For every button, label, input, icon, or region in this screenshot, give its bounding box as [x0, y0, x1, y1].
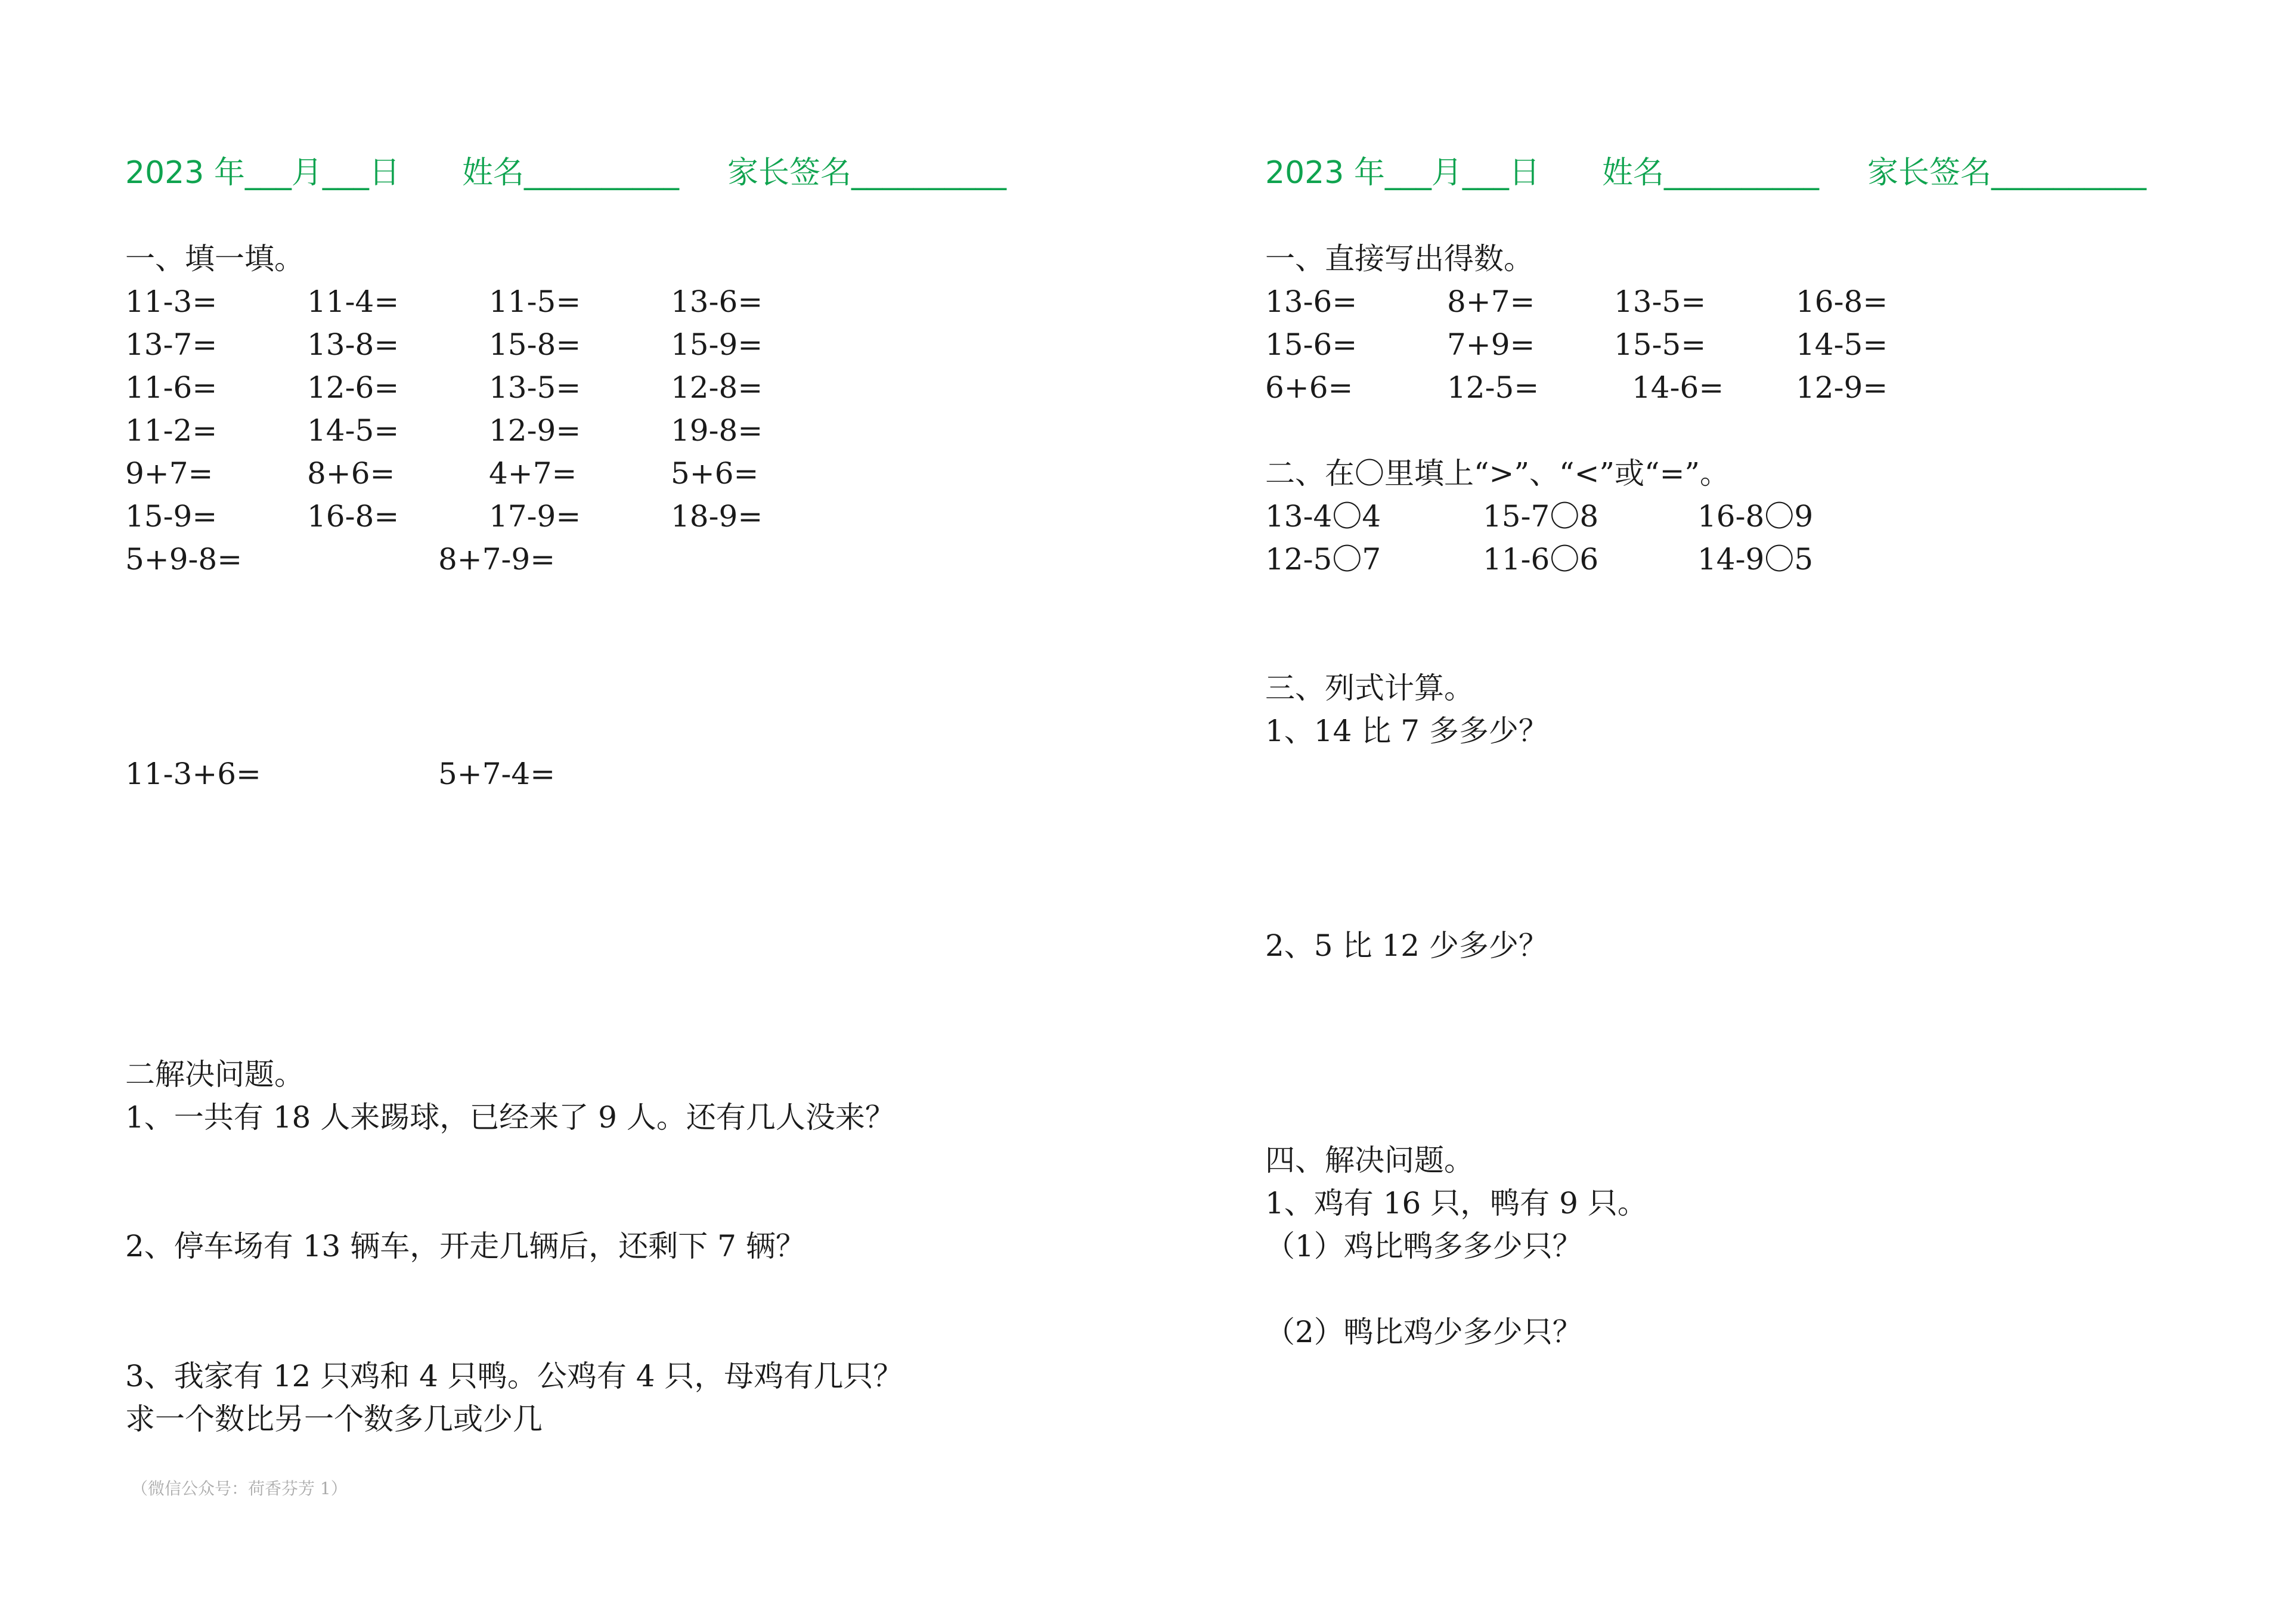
exercise-item: 12-9=	[489, 413, 581, 448]
parent-signature-field[interactable]: 家长签名__________	[727, 155, 1007, 191]
exercise-item: 11-4=	[307, 284, 399, 319]
exercise-item: 9+7=	[125, 456, 213, 491]
exercise-item: 15-6=	[1265, 327, 1358, 362]
date-field[interactable]: 2023 年___月___日	[1265, 155, 1540, 191]
exercise-item: 5+7-4=	[438, 757, 556, 791]
comparison-item: 13-4〇4	[1265, 499, 1381, 534]
exercise-item: 15-8=	[489, 327, 581, 362]
word-problem: 3、我家有 12 只鸡和 4 只鸭。公鸡有 4 只，母鸡有几只？	[125, 1359, 903, 1393]
exercise-item: 4+7=	[489, 456, 577, 491]
comparison-item: 11-6〇6	[1483, 542, 1599, 577]
topic-note: 求一个数比另一个数多几或少几	[125, 1402, 543, 1436]
left-worksheet	[125, 0, 1198, 1623]
exercise-item: 17-9=	[489, 499, 581, 534]
section-title: 三、列式计算。	[1265, 671, 1474, 705]
exercise-item: 14-5=	[307, 413, 399, 448]
exercise-item: 8+7=	[1447, 284, 1535, 319]
exercise-item: 11-6=	[125, 370, 218, 405]
exercise-item: 16-8=	[1796, 284, 1888, 319]
footer-credit: （微信公众号：荷香芬芳 1）	[131, 1479, 348, 1498]
exercise-item: 13-5=	[1614, 284, 1706, 319]
word-problem: 1、14 比 7 多多少？	[1265, 714, 1548, 748]
comparison-item: 14-9〇5	[1697, 542, 1814, 577]
section-title: 一、填一填。	[125, 241, 304, 276]
exercise-item: 14-6=	[1632, 370, 1724, 405]
date-field[interactable]: 2023 年___月___日	[125, 155, 400, 191]
section-title: 四、解决问题。	[1265, 1143, 1474, 1178]
exercise-item: 13-6=	[1265, 284, 1358, 319]
exercise-item: 13-6=	[671, 284, 763, 319]
exercise-item: 15-9=	[125, 499, 218, 534]
exercise-item: 12-5=	[1447, 370, 1539, 405]
exercise-item: 8+6=	[307, 456, 395, 491]
right-worksheet	[1265, 0, 2296, 1623]
exercise-item: 12-6=	[307, 370, 399, 405]
exercise-item: 15-9=	[671, 327, 763, 362]
exercise-item: 15-5=	[1614, 327, 1706, 362]
parent-signature-field[interactable]: 家长签名__________	[1867, 155, 2147, 191]
name-field[interactable]: 姓名__________	[462, 155, 680, 191]
exercise-item: 12-9=	[1796, 370, 1888, 405]
comparison-item: 16-8〇9	[1697, 499, 1814, 534]
exercise-item: 13-7=	[125, 327, 218, 362]
name-field[interactable]: 姓名__________	[1602, 155, 1820, 191]
exercise-item: 6+6=	[1265, 370, 1353, 405]
word-problem: （2）鸭比鸡少多少只？	[1265, 1315, 1582, 1349]
exercise-item: 13-8=	[307, 327, 399, 362]
exercise-item: 19-8=	[671, 413, 763, 448]
exercise-item: 11-5=	[489, 284, 581, 319]
exercise-item: 14-5=	[1796, 327, 1888, 362]
comparison-item: 15-7〇8	[1483, 499, 1599, 534]
section-title: 二、在〇里填上“>”、“<”或“=”。	[1265, 456, 1730, 491]
exercise-item: 18-9=	[671, 499, 763, 534]
section-title: 一、直接写出得数。	[1265, 241, 1533, 276]
word-problem: （1）鸡比鸭多多少只？	[1265, 1229, 1582, 1263]
exercise-item: 5+6=	[671, 456, 759, 491]
exercise-item: 11-3=	[125, 284, 218, 319]
exercise-item: 13-5=	[489, 370, 581, 405]
word-problem: 1、一共有 18 人来踢球，已经来了 9 人。还有几人没来？	[125, 1100, 895, 1135]
exercise-item: 12-8=	[671, 370, 763, 405]
exercise-item: 8+7-9=	[438, 542, 556, 577]
comparison-item: 12-5〇7	[1265, 542, 1381, 577]
exercise-item: 11-2=	[125, 413, 218, 448]
exercise-item: 16-8=	[307, 499, 399, 534]
word-problem: 2、停车场有 13 辆车，开走几辆后，还剩下 7 辆？	[125, 1229, 805, 1263]
word-problem: 1、鸡有 16 只，鸭有 9 只。	[1265, 1186, 1647, 1221]
exercise-item: 7+9=	[1447, 327, 1535, 362]
exercise-item: 5+9-8=	[125, 542, 243, 577]
word-problem: 2、5 比 12 少多少？	[1265, 928, 1548, 963]
exercise-item: 11-3+6=	[125, 757, 261, 791]
section-title: 二解决问题。	[125, 1057, 304, 1092]
